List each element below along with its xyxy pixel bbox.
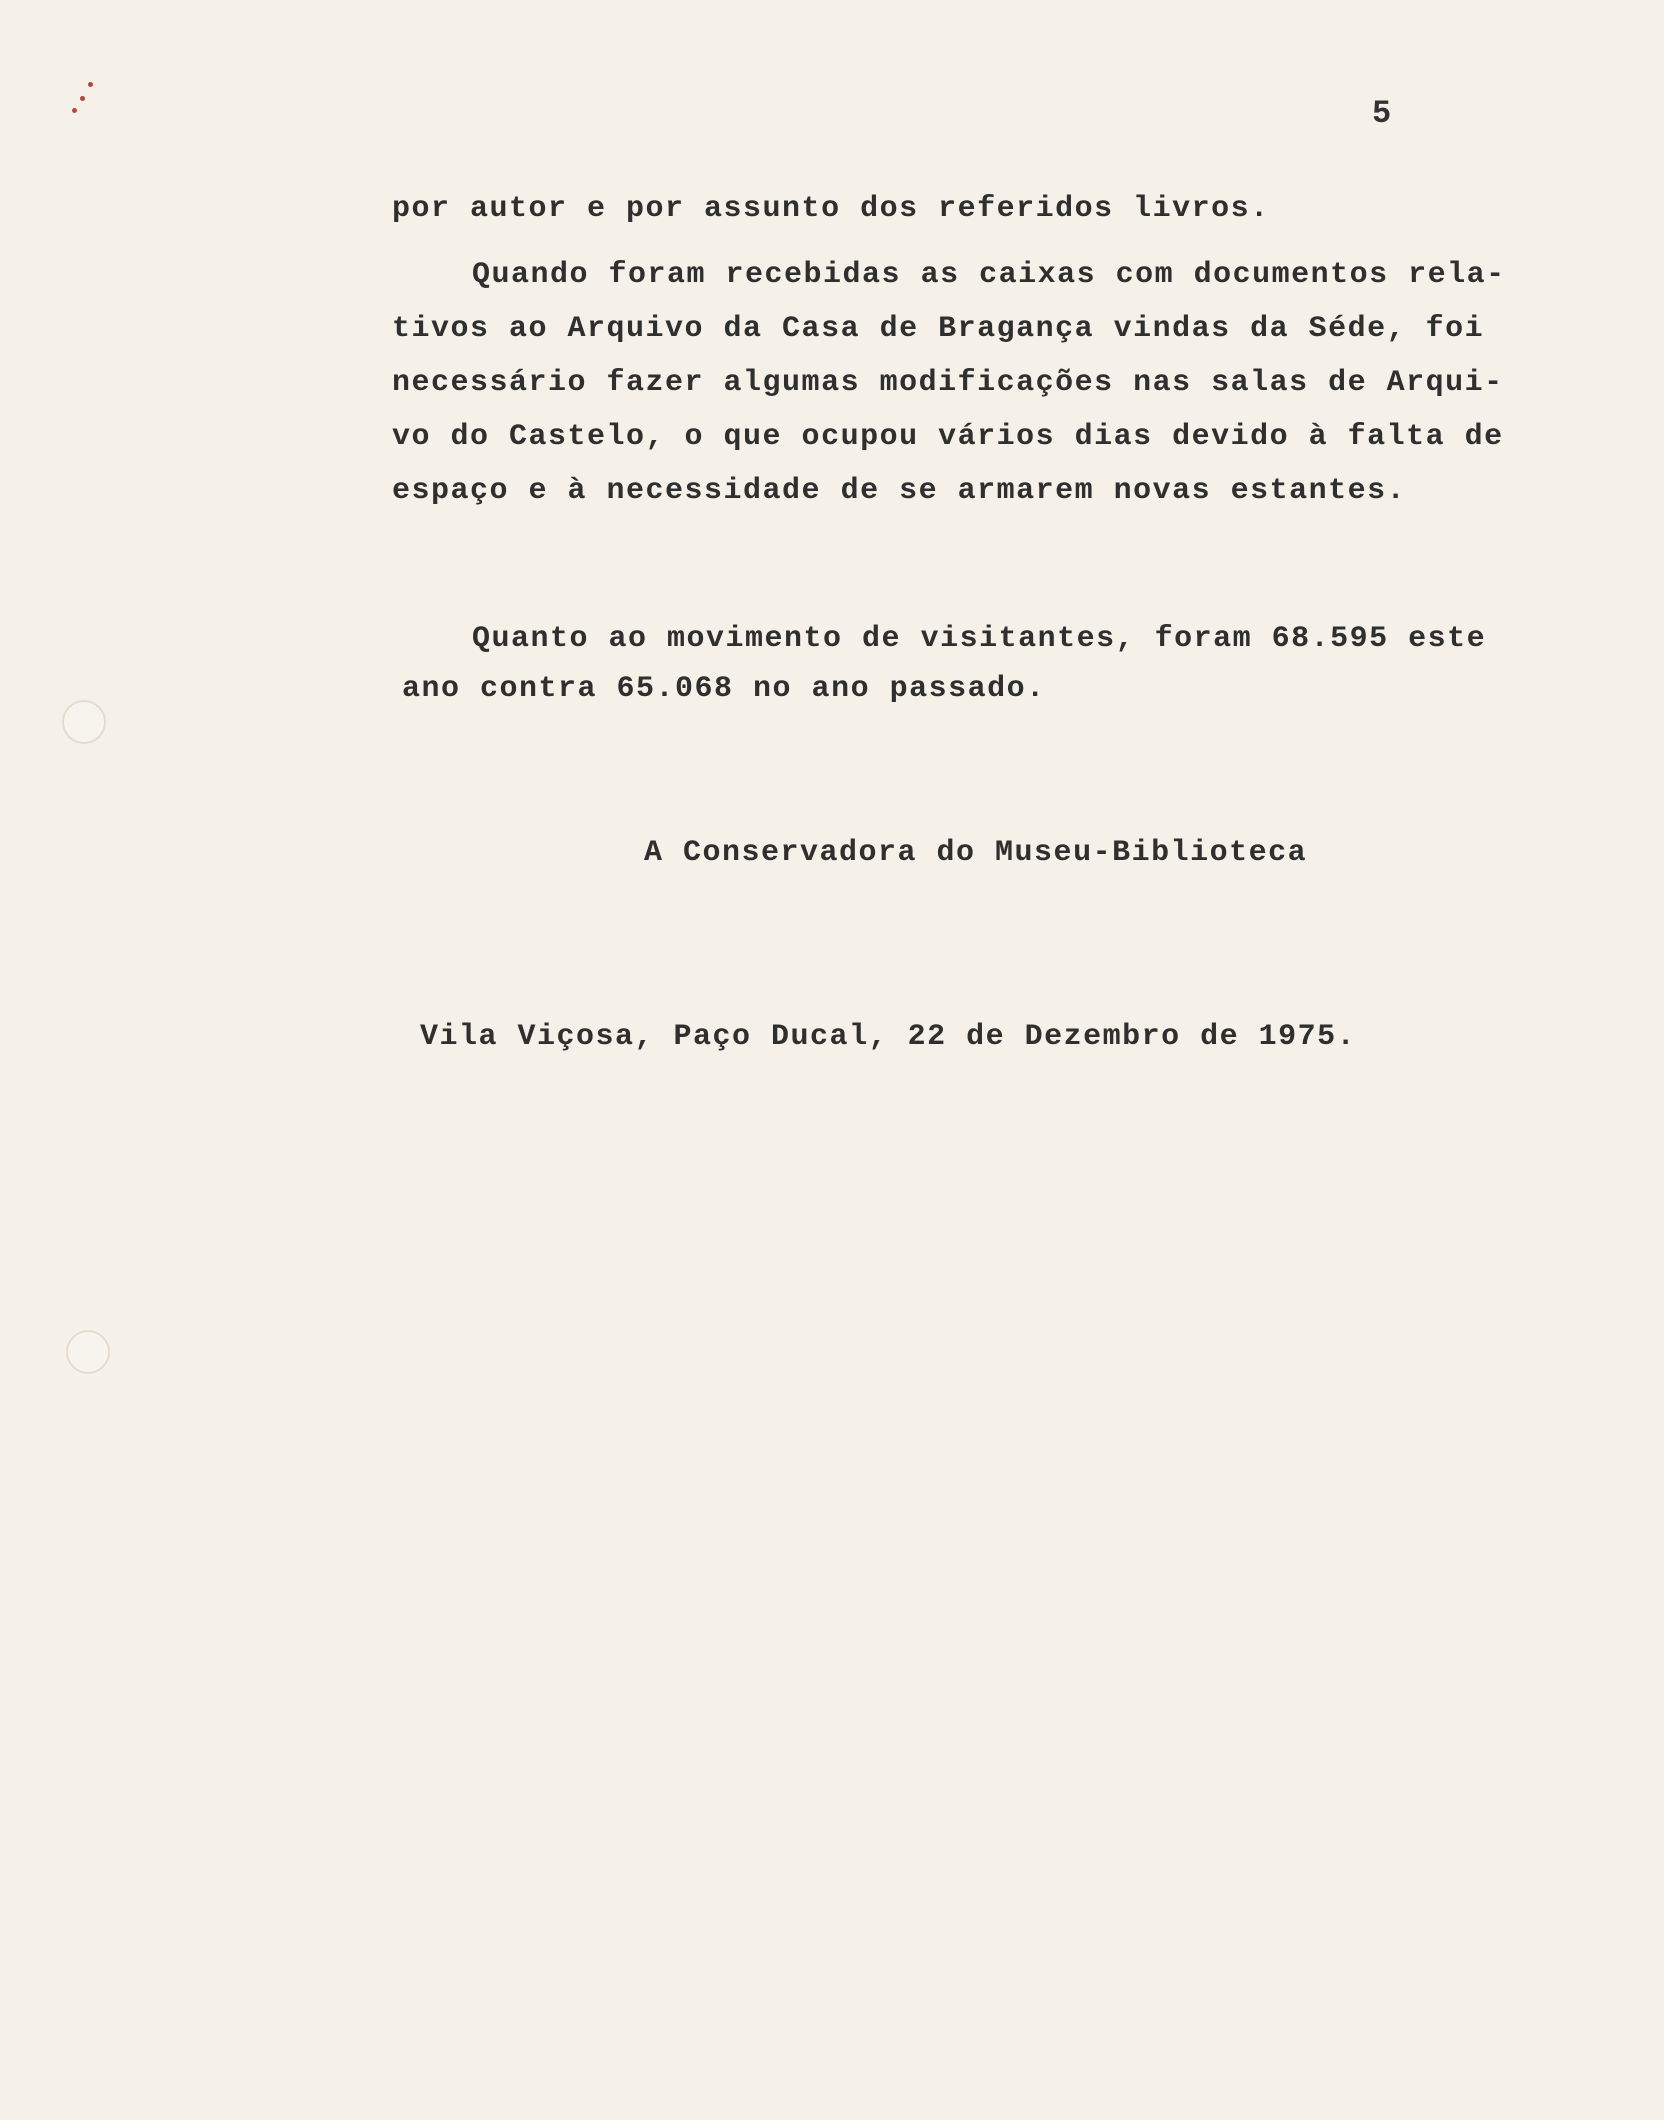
- continuation-line: por autor e por assunto dos referidos livros.: [392, 192, 1270, 226]
- page-number: 5: [1372, 95, 1392, 132]
- ink-speck: [88, 82, 93, 87]
- signature-line: A Conservadora do Museu-Biblioteca: [644, 836, 1308, 870]
- ink-speck: [72, 108, 77, 113]
- visitors-paragraph-line: Quanto ao movimento de visitantes, foram 68.595 este: [472, 622, 1487, 656]
- visitors-paragraph-line: ano contra 65.068 no ano passado.: [402, 672, 1046, 706]
- punch-hole: [62, 700, 106, 744]
- archive-paragraph-line: vo do Castelo, o que ocupou vários dias devido à falta de: [392, 420, 1504, 454]
- punch-hole: [66, 1330, 110, 1374]
- ink-speck: [80, 96, 85, 101]
- archive-paragraph-line: espaço e à necessidade de se armarem novas estantes.: [392, 474, 1407, 508]
- place-date-line: Vila Viçosa, Paço Ducal, 22 de Dezembro de 1975.: [420, 1020, 1357, 1054]
- archive-paragraph-line: necessário fazer algumas modificações nas salas de Arqui-: [392, 366, 1504, 400]
- archive-paragraph-line: tivos ao Arquivo da Casa de Bragança vindas da Séde, foi: [392, 312, 1485, 346]
- archive-paragraph-line: Quando foram recebidas as caixas com documentos rela-: [472, 258, 1506, 292]
